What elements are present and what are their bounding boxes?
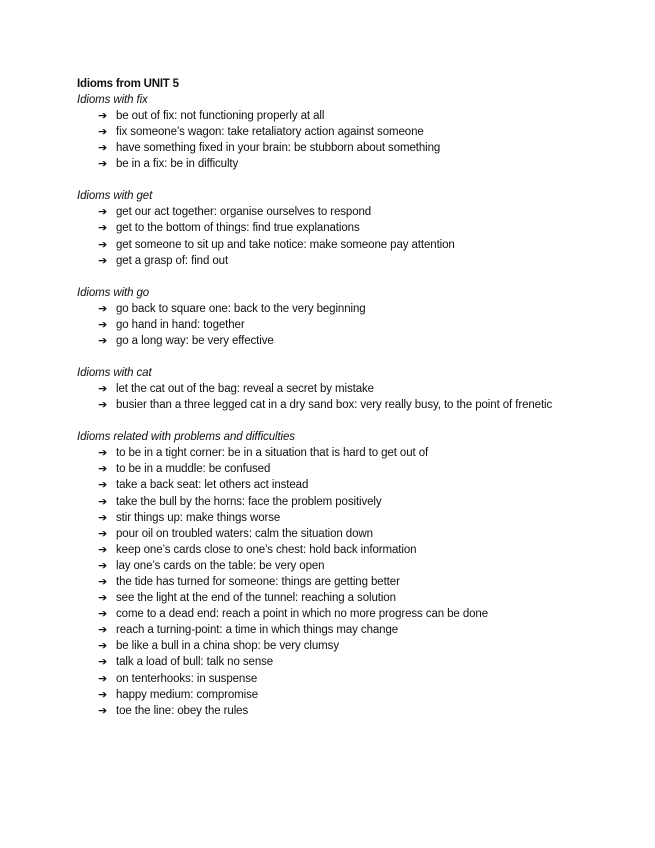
- list-item: [77, 638, 637, 654]
- right-arrow-icon: ➔: [98, 510, 108, 524]
- idiom-list: [77, 301, 637, 349]
- right-arrow-icon: ➔: [98, 623, 108, 637]
- right-arrow-icon: ➔: [98, 703, 108, 717]
- idiom-text: get someone to sit up and take notice: make someone pay attention: [116, 238, 455, 251]
- idiom-text: busier than a three legged cat in a dry sand box: very really busy, to the point of frenetic: [116, 399, 553, 412]
- document-title: Idioms from UNIT 5: [77, 78, 179, 90]
- right-arrow-icon: ➔: [98, 141, 108, 155]
- right-arrow-icon: ➔: [98, 591, 108, 605]
- idiom-text: see the light at the end of the tunnel: reaching a solution: [116, 592, 396, 605]
- list-item: [77, 108, 637, 124]
- idiom-text: take the bull by the horns: face the problem positively: [116, 495, 382, 508]
- right-arrow-icon: ➔: [98, 542, 108, 556]
- right-arrow-icon: ➔: [98, 109, 108, 122]
- list-item: [77, 558, 637, 574]
- list-item: [77, 124, 637, 140]
- right-arrow-icon: ➔: [98, 558, 108, 572]
- right-arrow-icon: ➔: [98, 333, 108, 347]
- idiom-text: keep one’s cards close to one’s chest: hold back information: [116, 543, 417, 556]
- list-item: [77, 590, 637, 606]
- idiom-text: happy medium: compromise: [116, 688, 259, 701]
- idiom-text: the tide has turned for someone: things are getting better: [116, 575, 400, 588]
- right-arrow-icon: ➔: [98, 125, 108, 139]
- idiom-text: come to a dead end: reach a point in which no more progress can be done: [116, 608, 489, 621]
- list-item: [77, 477, 637, 493]
- list-item: [77, 622, 637, 638]
- idiom-text: to be in a tight corner: be in a situation that is hard to get out of: [116, 447, 429, 460]
- idiom-section: [77, 365, 637, 413]
- list-item: [77, 301, 637, 317]
- idiom-text: get to the bottom of things: find true explanations: [116, 222, 360, 235]
- list-item: [77, 703, 637, 719]
- idiom-text: be out of fix: not functioning properly at all: [116, 110, 325, 122]
- idiom-text: let the cat out of the bag: reveal a secret by mistake: [116, 383, 374, 396]
- right-arrow-icon: ➔: [98, 574, 108, 588]
- list-item: [77, 687, 637, 703]
- idiom-text: lay one’s cards on the table: be very open: [116, 559, 325, 572]
- right-arrow-icon: ➔: [98, 301, 108, 315]
- right-arrow-icon: ➔: [98, 157, 108, 171]
- right-arrow-icon: ➔: [98, 382, 108, 396]
- idiom-text: go back to square one: back to the very beginning: [116, 302, 366, 315]
- right-arrow-icon: ➔: [98, 253, 108, 267]
- list-item: [77, 654, 637, 670]
- right-arrow-icon: ➔: [98, 317, 108, 331]
- right-arrow-icon: ➔: [98, 687, 108, 701]
- idiom-text: be in a fix: be in difficulty: [116, 158, 239, 171]
- idiom-text: reach a turning-point: a time in which things may change: [116, 624, 399, 637]
- idiom-section: [77, 92, 637, 172]
- idiom-text: get our act together: organise ourselves to respond: [116, 206, 372, 219]
- idiom-text: stir things up: make things worse: [116, 511, 281, 524]
- idiom-text: go hand in hand: together: [116, 318, 245, 331]
- idiom-section: [77, 429, 637, 719]
- idiom-text: fix someone’s wagon: take retaliatory action against someone: [116, 126, 424, 139]
- right-arrow-icon: ➔: [98, 221, 108, 235]
- list-item: [77, 140, 637, 156]
- section-heading: Idioms with go: [77, 286, 150, 299]
- idiom-list: [77, 204, 637, 268]
- idiom-text: toe the line: obey the rules: [116, 704, 249, 717]
- list-item: [77, 461, 637, 477]
- list-item: [77, 510, 637, 526]
- idiom-text: take a back seat: let others act instead: [116, 479, 309, 492]
- right-arrow-icon: ➔: [98, 446, 108, 460]
- idiom-section: [77, 285, 637, 349]
- right-arrow-icon: ➔: [98, 526, 108, 540]
- idiom-text: talk a load of bull: talk no sense: [116, 656, 274, 669]
- section-heading: Idioms with cat: [77, 367, 152, 380]
- section-heading: Idioms related with problems and difficulties: [77, 431, 295, 444]
- list-item: [77, 526, 637, 542]
- right-arrow-icon: ➔: [98, 607, 108, 621]
- idiom-text: pour oil on troubled waters: calm the situation down: [116, 527, 373, 540]
- idiom-section: [77, 188, 637, 268]
- idiom-text: to be in a muddle: be confused: [116, 463, 271, 476]
- document-page: [77, 76, 637, 719]
- section-heading: Idioms with fix: [77, 94, 148, 106]
- right-arrow-icon: ➔: [98, 205, 108, 219]
- list-item: [77, 220, 637, 236]
- idiom-list: [77, 381, 637, 413]
- list-item: [77, 237, 637, 253]
- list-item: [77, 494, 637, 510]
- right-arrow-icon: ➔: [98, 494, 108, 508]
- idiom-text: on tenterhooks: in suspense: [116, 672, 258, 685]
- list-item: [77, 606, 637, 622]
- list-item: [77, 542, 637, 558]
- right-arrow-icon: ➔: [98, 398, 108, 412]
- list-item: [77, 317, 637, 333]
- section-heading: Idioms with get: [77, 190, 153, 203]
- idiom-text: have something fixed in your brain: be stubborn about something: [116, 142, 441, 155]
- list-item: [77, 574, 637, 590]
- list-item: [77, 253, 637, 269]
- list-item: [77, 671, 637, 687]
- idiom-text: be like a bull in a china shop: be very clumsy: [116, 640, 339, 653]
- idiom-list: [77, 445, 637, 719]
- list-item: [77, 445, 637, 461]
- idiom-sections: [77, 92, 637, 719]
- list-item: [77, 397, 637, 413]
- right-arrow-icon: ➔: [98, 478, 108, 492]
- right-arrow-icon: ➔: [98, 671, 108, 685]
- right-arrow-icon: ➔: [98, 655, 108, 669]
- right-arrow-icon: ➔: [98, 639, 108, 653]
- list-item: [77, 204, 637, 220]
- list-item: [77, 381, 637, 397]
- idiom-list: [77, 108, 637, 172]
- right-arrow-icon: ➔: [98, 237, 108, 251]
- idiom-text: go a long way: be very effective: [116, 334, 274, 347]
- idiom-text: get a grasp of: find out: [116, 254, 229, 267]
- list-item: [77, 156, 637, 172]
- list-item: [77, 333, 637, 349]
- right-arrow-icon: ➔: [98, 462, 108, 476]
